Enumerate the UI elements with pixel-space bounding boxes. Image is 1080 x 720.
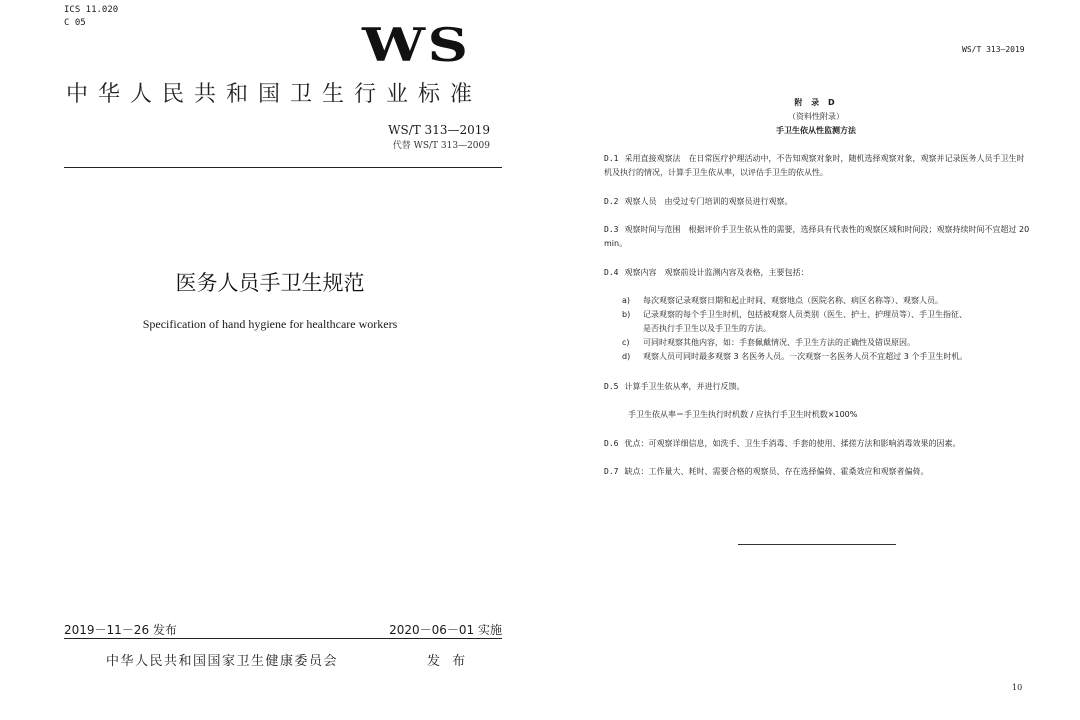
clause-text: 计算手卫生依从率，并进行反馈。: [624, 382, 745, 391]
list-text: 观察人员可同时最多观察 3 名医务人员。一次观察一名医务人员不宜超过 3 个手卫生时机。: [643, 352, 968, 361]
publisher-name: 中华人民共和国国家卫生健康委员会: [106, 654, 339, 669]
clause-lead: 观察时间与范围: [624, 225, 681, 234]
page-header-standard-number: WS/T 313—2019: [962, 45, 1025, 54]
standard-type-heading: 中华人民共和国卫生行业标准: [66, 82, 483, 107]
clause-d1: [604, 152, 1030, 180]
cover-bottom-rule: [64, 638, 502, 639]
clause-text: 观察前设计监测内容及表格，主要包括：: [664, 268, 809, 277]
list-item: [622, 336, 1030, 350]
issue-date: 2019－11－26 发布: [64, 623, 177, 637]
list-item: [622, 350, 1030, 364]
end-of-appendix-rule: [738, 544, 896, 545]
clause-number: D.1: [604, 154, 619, 163]
replaces-standard: 代替 WS/T 313—2009: [392, 141, 490, 151]
cover-title-english: Specification of hand hygiene for healthcare workers: [142, 317, 398, 331]
list-text: 记录观察的每个手卫生时机，包括被观察人员类别（医生、护士、护理员等）、手卫生指征、: [643, 310, 967, 319]
clause-number: D.4: [604, 268, 619, 277]
list-text-continued: 是否执行手卫生以及手卫生的方法。: [643, 324, 771, 333]
compliance-rate-formula: 手卫生依从率＝手卫生执行时机数 / 应执行手卫生时机数×100%: [628, 410, 858, 419]
clause-lead: 采用直接观察法: [624, 154, 681, 163]
clause-number: D.6: [604, 439, 619, 448]
standard-number: WS/T 313—2019: [388, 123, 490, 137]
effective-date: 2020－06－01 实施: [389, 623, 502, 637]
clause-number: D.2: [604, 197, 619, 206]
classification-codes: [64, 4, 118, 30]
ccs-code: C 05: [64, 18, 86, 28]
ics-code: ICS 11.020: [64, 5, 119, 15]
publish-label: 发 布: [427, 654, 470, 669]
clause-d5: [604, 380, 1030, 394]
clause-d2: [604, 195, 1030, 209]
ws-logo: WS: [362, 18, 471, 72]
clause-text: 根据评价手卫生依从性的需要，选择具有代表性的观察区域和时间段；观察持续时间不宜超过 20 min。: [604, 225, 1030, 248]
appendix-subject: 手卫生依从性监测方法: [776, 126, 856, 135]
clause-text: 在日常医疗护理活动中，不告知观察对象时，随机选择观察对象，观察并记录医务人员手卫生时机及执行的情况，计算手卫生依从率，以评估手卫生的依从性。: [604, 154, 1025, 177]
list-marker: d): [622, 352, 631, 361]
cover-title-chinese: 医务人员手卫生规范: [175, 271, 365, 295]
appendix-title: 附 录 D: [794, 98, 838, 107]
list-marker: c): [622, 338, 630, 347]
appendix-nature: （资料性附录）: [788, 112, 844, 121]
clause-lead: 观察内容: [624, 268, 657, 277]
clause-text: 优点：可观察详细信息，如洗手、卫生手消毒、手套的使用、揉搓方法和影响消毒效果的因素。: [624, 439, 961, 448]
clause-number: D.3: [604, 225, 619, 234]
clause-text: 由受过专门培训的观察员进行观察。: [664, 197, 793, 206]
clause-d7: [604, 465, 1030, 479]
list-item: [622, 294, 1030, 308]
clause-number: D.7: [604, 467, 619, 476]
clause-d6: [604, 437, 1030, 451]
clause-d3: [604, 223, 1030, 251]
list-item: [622, 308, 1030, 336]
cover-top-rule: [64, 167, 502, 168]
list-marker: b): [622, 310, 631, 319]
clause-lead: 观察人员: [624, 197, 657, 206]
clause-d4: [604, 266, 1030, 280]
list-text: 每次观察记录观察日期和起止时间、观察地点（医院名称、病区名称等）、观察人员。: [643, 296, 943, 305]
clause-number: D.5: [604, 382, 619, 391]
clause-text: 缺点：工作量大、耗时、需要合格的观察员、存在选择偏倚、霍桑效应和观察者偏倚。: [624, 467, 929, 476]
list-text: 可同时观察其他内容，如：手套佩戴情况、手卫生方法的正确性及错误原因。: [643, 338, 915, 347]
list-marker: a): [622, 296, 631, 305]
page-number: 10: [1012, 683, 1023, 692]
